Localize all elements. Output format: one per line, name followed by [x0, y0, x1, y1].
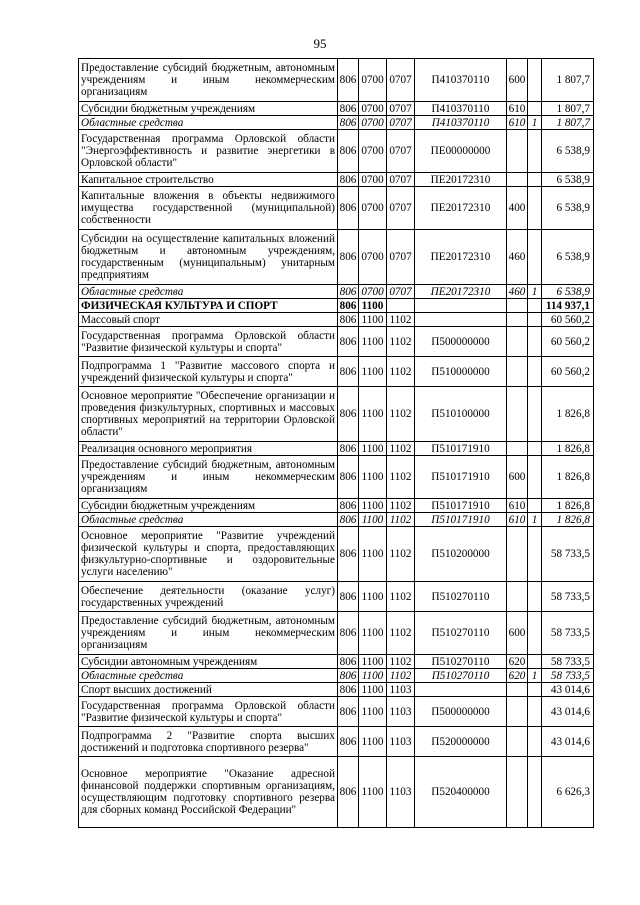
row-section-code: 0700 [359, 187, 387, 230]
row-grbs-code: 806 [338, 669, 359, 683]
row-target-article: П510100000 [415, 387, 507, 442]
row-funding-source [528, 499, 542, 513]
row-section-code: 1100 [359, 655, 387, 669]
row-amount: 6 538,9 [542, 230, 594, 285]
row-grbs-code: 806 [338, 285, 359, 299]
row-name: Предоставление субсидий бюджетным, автономным учреждениям и иным некоммерческим организациям [79, 456, 338, 499]
table-row [79, 102, 594, 116]
row-amount: 43 014,6 [542, 683, 594, 697]
row-target-article: ПЕ20172310 [415, 187, 507, 230]
row-funding-source [528, 527, 542, 582]
row-expense-type: 610 [507, 102, 528, 116]
row-subsection-code: 1102 [387, 456, 415, 499]
row-expense-type [507, 327, 528, 357]
row-section-code: 0700 [359, 173, 387, 187]
row-target-article: П510270110 [415, 669, 507, 683]
row-section-code: 0700 [359, 116, 387, 130]
table-row [79, 669, 594, 683]
row-grbs-code: 806 [338, 387, 359, 442]
row-grbs-code: 806 [338, 499, 359, 513]
row-subsection-code: 1102 [387, 357, 415, 387]
row-target-article: П510200000 [415, 527, 507, 582]
row-grbs-code: 806 [338, 513, 359, 527]
table-row [79, 683, 594, 697]
table-row [79, 299, 594, 313]
row-funding-source [528, 456, 542, 499]
row-name: Подпрограмма 2 "Развитие спорта высших достижений и подготовка спортивного резерва" [79, 727, 338, 757]
row-grbs-code: 806 [338, 456, 359, 499]
row-amount: 1 826,8 [542, 499, 594, 513]
row-name: Государственная программа Орловской области "Развитие физической культуры и спорта" [79, 697, 338, 727]
row-target-article [415, 313, 507, 327]
row-name: Областные средства [79, 116, 338, 130]
row-grbs-code: 806 [338, 757, 359, 828]
row-amount: 1 826,8 [542, 387, 594, 442]
row-amount: 58 733,5 [542, 669, 594, 683]
row-section-code: 1100 [359, 727, 387, 757]
row-grbs-code: 806 [338, 527, 359, 582]
row-amount: 6 538,9 [542, 187, 594, 230]
budget-table [78, 58, 594, 828]
row-amount: 60 560,2 [542, 327, 594, 357]
row-grbs-code: 806 [338, 173, 359, 187]
row-amount: 6 538,9 [542, 285, 594, 299]
table-row [79, 697, 594, 727]
row-name: Основное мероприятие "Развитие учреждений физической культуры и спорта, предоставляющих физкультурно-спортивные и оздоровительные услуги населению" [79, 527, 338, 582]
row-name: Предоставление субсидий бюджетным, автономным учреждениям и иным некоммерческим организациям [79, 612, 338, 655]
row-subsection-code: 1102 [387, 513, 415, 527]
row-grbs-code: 806 [338, 697, 359, 727]
row-amount: 60 560,2 [542, 357, 594, 387]
row-expense-type: 600 [507, 612, 528, 655]
row-subsection-code [387, 299, 415, 313]
row-amount: 114 937,1 [542, 299, 594, 313]
row-grbs-code: 806 [338, 582, 359, 612]
row-grbs-code: 806 [338, 612, 359, 655]
row-section-code: 1100 [359, 456, 387, 499]
row-name: ФИЗИЧЕСКАЯ КУЛЬТУРА И СПОРТ [79, 299, 338, 313]
row-expense-type [507, 757, 528, 828]
row-section-code: 1100 [359, 527, 387, 582]
table-row [79, 757, 594, 828]
row-funding-source: 1 [528, 513, 542, 527]
row-funding-source: 1 [528, 116, 542, 130]
row-name: Областные средства [79, 285, 338, 299]
row-subsection-code: 1102 [387, 527, 415, 582]
row-name: Государственная программа Орловской области "Развитие физической культуры и спорта" [79, 327, 338, 357]
table-row [79, 116, 594, 130]
row-expense-type: 460 [507, 285, 528, 299]
row-name: Субсидии бюджетным учреждениям [79, 102, 338, 116]
table-row [79, 357, 594, 387]
row-funding-source [528, 757, 542, 828]
table-row [79, 327, 594, 357]
row-expense-type: 460 [507, 230, 528, 285]
row-name: Субсидии бюджетным учреждениям [79, 499, 338, 513]
row-grbs-code: 806 [338, 327, 359, 357]
page-number: 95 [313, 36, 327, 51]
row-amount: 1 826,8 [542, 442, 594, 456]
row-name: Капитальные вложения в объекты недвижимого имущества государственной (муниципальной) собственности [79, 187, 338, 230]
row-subsection-code: 1102 [387, 313, 415, 327]
row-subsection-code: 1103 [387, 683, 415, 697]
row-target-article [415, 683, 507, 697]
row-target-article: П410370110 [415, 102, 507, 116]
row-subsection-code: 1102 [387, 612, 415, 655]
row-grbs-code: 806 [338, 357, 359, 387]
row-target-article: П510171910 [415, 442, 507, 456]
row-grbs-code: 806 [338, 130, 359, 173]
row-name: Субсидии на осуществление капитальных вложений бюджетным и автономным учреждениям, государственным (муниципальным) унитарным предприятиям [79, 230, 338, 285]
row-target-article [415, 299, 507, 313]
row-expense-type [507, 442, 528, 456]
row-expense-type [507, 313, 528, 327]
row-grbs-code: 806 [338, 59, 359, 102]
table-row [79, 173, 594, 187]
row-target-article: П510270110 [415, 582, 507, 612]
row-funding-source [528, 357, 542, 387]
row-expense-type: 610 [507, 513, 528, 527]
row-section-code: 1100 [359, 313, 387, 327]
row-section-code: 1100 [359, 387, 387, 442]
row-grbs-code: 806 [338, 442, 359, 456]
row-funding-source [528, 313, 542, 327]
row-amount: 43 014,6 [542, 727, 594, 757]
row-funding-source: 1 [528, 285, 542, 299]
row-subsection-code: 0707 [387, 130, 415, 173]
row-name: Государственная программа Орловской области "Энергоэффективность и развитие энергетики в Орловской области" [79, 130, 338, 173]
row-amount: 60 560,2 [542, 313, 594, 327]
row-expense-type [507, 582, 528, 612]
table-row [79, 230, 594, 285]
table-row [79, 313, 594, 327]
row-funding-source [528, 612, 542, 655]
row-grbs-code: 806 [338, 116, 359, 130]
row-section-code: 1100 [359, 442, 387, 456]
row-name: Спорт высших достижений [79, 683, 338, 697]
row-target-article: П510270110 [415, 655, 507, 669]
row-section-code: 0700 [359, 59, 387, 102]
row-name: Реализация основного мероприятия [79, 442, 338, 456]
row-target-article: ПЕ20172310 [415, 285, 507, 299]
row-section-code: 0700 [359, 285, 387, 299]
row-funding-source [528, 299, 542, 313]
table-row [79, 513, 594, 527]
row-expense-type [507, 683, 528, 697]
row-section-code: 1100 [359, 357, 387, 387]
row-subsection-code: 1103 [387, 727, 415, 757]
row-expense-type [507, 527, 528, 582]
row-target-article: ПЕ00000000 [415, 130, 507, 173]
row-target-article: П510000000 [415, 357, 507, 387]
row-subsection-code: 0707 [387, 187, 415, 230]
row-funding-source: 1 [528, 669, 542, 683]
row-subsection-code: 1102 [387, 442, 415, 456]
row-name: Основное мероприятие "Обеспечение организации и проведения физкультурных, спортивных и массовых спортивных мероприятий на территории Орловской области" [79, 387, 338, 442]
table-row [79, 442, 594, 456]
table-row [79, 727, 594, 757]
row-grbs-code: 806 [338, 102, 359, 116]
row-subsection-code: 0707 [387, 116, 415, 130]
row-expense-type [507, 299, 528, 313]
table-row [79, 187, 594, 230]
row-funding-source [528, 697, 542, 727]
row-target-article: П410370110 [415, 116, 507, 130]
row-expense-type: 600 [507, 59, 528, 102]
row-name: Капитальное строительство [79, 173, 338, 187]
table-row [79, 499, 594, 513]
row-section-code: 1100 [359, 697, 387, 727]
row-section-code: 1100 [359, 327, 387, 357]
table-row [79, 59, 594, 102]
row-funding-source [528, 173, 542, 187]
row-expense-type [507, 173, 528, 187]
row-subsection-code: 1102 [387, 582, 415, 612]
row-funding-source [528, 59, 542, 102]
row-section-code: 1100 [359, 499, 387, 513]
row-expense-type: 620 [507, 655, 528, 669]
row-funding-source [528, 387, 542, 442]
row-section-code: 0700 [359, 102, 387, 116]
row-section-code: 0700 [359, 230, 387, 285]
row-section-code: 1100 [359, 669, 387, 683]
row-funding-source [528, 655, 542, 669]
row-name: Субсидии автономным учреждениям [79, 655, 338, 669]
row-name: Обеспечение деятельности (оказание услуг) государственных учреждений [79, 582, 338, 612]
row-section-code: 1100 [359, 683, 387, 697]
row-target-article: П510171910 [415, 499, 507, 513]
table-row [79, 612, 594, 655]
row-target-article: П510270110 [415, 612, 507, 655]
table-row [79, 130, 594, 173]
row-subsection-code: 1102 [387, 327, 415, 357]
row-amount: 1 807,7 [542, 116, 594, 130]
row-expense-type: 610 [507, 116, 528, 130]
row-section-code: 1100 [359, 582, 387, 612]
row-subsection-code: 0707 [387, 102, 415, 116]
row-name: Областные средства [79, 513, 338, 527]
row-subsection-code: 1102 [387, 655, 415, 669]
row-amount: 1 807,7 [542, 59, 594, 102]
row-expense-type [507, 697, 528, 727]
row-subsection-code: 1102 [387, 387, 415, 442]
row-section-code: 1100 [359, 513, 387, 527]
table-row [79, 387, 594, 442]
row-subsection-code: 0707 [387, 59, 415, 102]
row-target-article: П520000000 [415, 727, 507, 757]
row-funding-source [528, 102, 542, 116]
row-subsection-code: 1102 [387, 669, 415, 683]
row-target-article: П500000000 [415, 327, 507, 357]
row-grbs-code: 806 [338, 313, 359, 327]
row-name: Массовый спорт [79, 313, 338, 327]
row-name: Основное мероприятие "Оказание адресной финансовой поддержки спортивным организациям, осуществляющим подготовку спортивного резерва для сборных команд Российской Федерации" [79, 757, 338, 828]
row-section-code: 1100 [359, 612, 387, 655]
row-grbs-code: 806 [338, 230, 359, 285]
row-amount: 58 733,5 [542, 582, 594, 612]
row-amount: 1 826,8 [542, 456, 594, 499]
row-amount: 58 733,5 [542, 612, 594, 655]
row-amount: 6 626,3 [542, 757, 594, 828]
row-expense-type [507, 130, 528, 173]
row-target-article: ПЕ20172310 [415, 173, 507, 187]
row-subsection-code: 0707 [387, 285, 415, 299]
row-funding-source [528, 727, 542, 757]
row-funding-source [528, 187, 542, 230]
row-amount: 58 733,5 [542, 655, 594, 669]
row-name: Подпрограмма 1 "Развитие массового спорта и учреждений физической культуры и спорта" [79, 357, 338, 387]
row-grbs-code: 806 [338, 187, 359, 230]
table-row [79, 655, 594, 669]
row-expense-type [507, 357, 528, 387]
row-section-code: 1100 [359, 757, 387, 828]
table-row [79, 527, 594, 582]
row-grbs-code: 806 [338, 299, 359, 313]
row-grbs-code: 806 [338, 655, 359, 669]
table-row [79, 285, 594, 299]
row-subsection-code: 0707 [387, 173, 415, 187]
row-grbs-code: 806 [338, 727, 359, 757]
row-funding-source [528, 442, 542, 456]
row-subsection-code: 1103 [387, 757, 415, 828]
row-expense-type: 600 [507, 456, 528, 499]
row-amount: 6 538,9 [542, 130, 594, 173]
row-amount: 1 826,8 [542, 513, 594, 527]
row-section-code: 1100 [359, 299, 387, 313]
row-amount: 43 014,6 [542, 697, 594, 727]
row-name: Предоставление субсидий бюджетным, автономным учреждениям и иным некоммерческим организациям [79, 59, 338, 102]
row-subsection-code: 0707 [387, 230, 415, 285]
row-amount: 6 538,9 [542, 173, 594, 187]
table-row [79, 456, 594, 499]
row-expense-type: 400 [507, 187, 528, 230]
row-expense-type [507, 727, 528, 757]
row-section-code: 0700 [359, 130, 387, 173]
row-name: Областные средства [79, 669, 338, 683]
row-amount: 58 733,5 [542, 527, 594, 582]
row-funding-source [528, 683, 542, 697]
row-funding-source [528, 230, 542, 285]
row-subsection-code: 1103 [387, 697, 415, 727]
row-target-article: П510171910 [415, 456, 507, 499]
row-target-article: П410370110 [415, 59, 507, 102]
row-funding-source [528, 327, 542, 357]
row-funding-source [528, 582, 542, 612]
row-target-article: П500000000 [415, 697, 507, 727]
budget-table-body [79, 59, 594, 828]
row-target-article: ПЕ20172310 [415, 230, 507, 285]
row-expense-type [507, 387, 528, 442]
row-amount: 1 807,7 [542, 102, 594, 116]
row-funding-source [528, 130, 542, 173]
row-subsection-code: 1102 [387, 499, 415, 513]
row-expense-type: 610 [507, 499, 528, 513]
table-row [79, 582, 594, 612]
row-grbs-code: 806 [338, 683, 359, 697]
row-target-article: П510171910 [415, 513, 507, 527]
row-target-article: П520400000 [415, 757, 507, 828]
row-expense-type: 620 [507, 669, 528, 683]
